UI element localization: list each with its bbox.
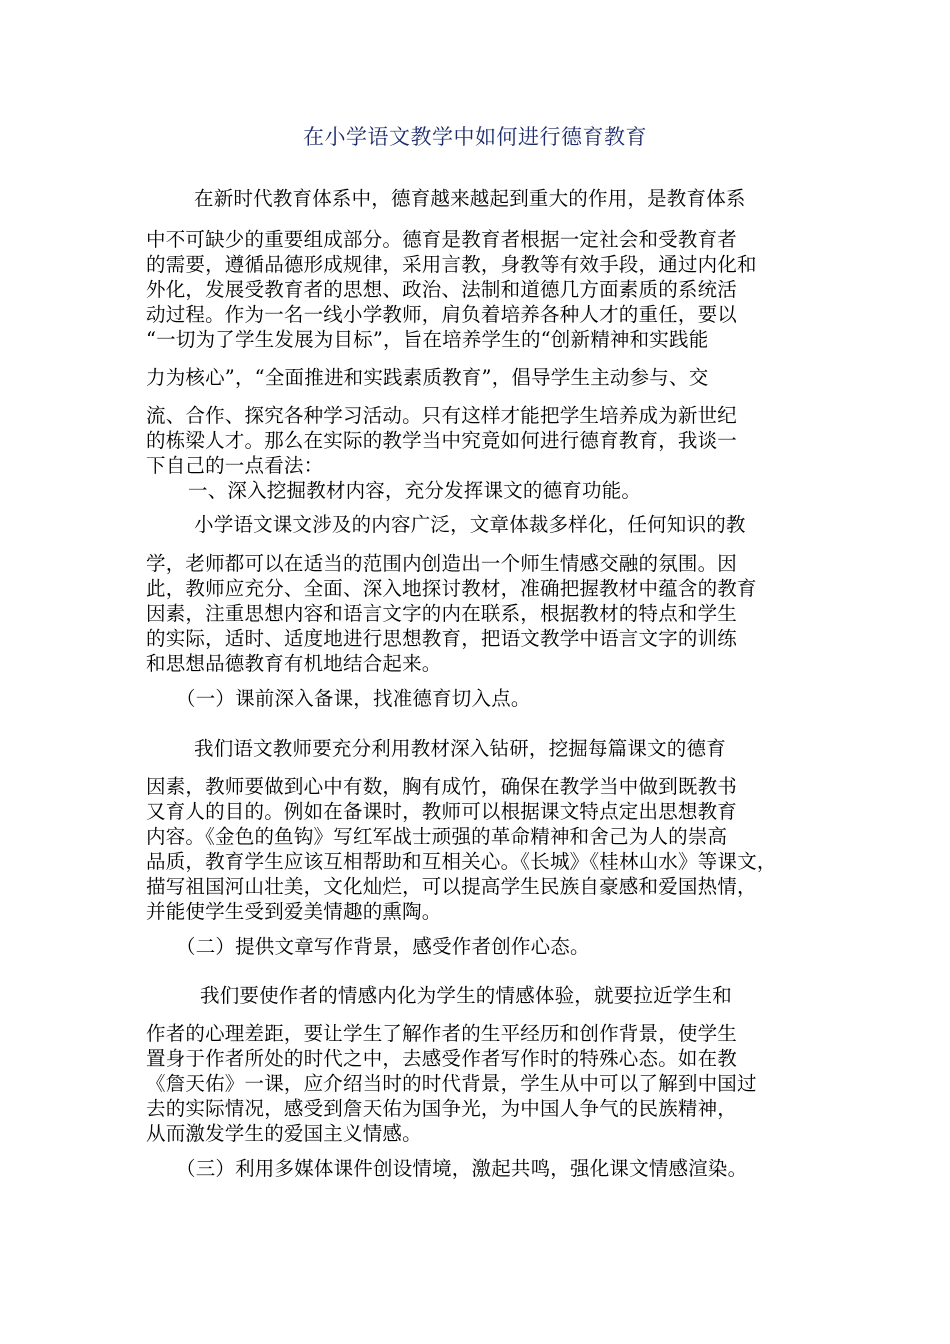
paragraph-line: 的需要，遵循品德形成规律，采用言教，身教等有效手段，通过内化和	[146, 253, 757, 276]
paragraph-line: 在新时代教育体系中，德育越来越起到重大的作用，是教育体系	[194, 187, 746, 210]
paragraph-line: 因素，教师要做到心中有数，胸有成竹，确保在教学当中做到既教书	[146, 775, 738, 798]
section-heading: 一、深入挖掘教材内容，充分发挥课文的德育功能。	[188, 479, 642, 502]
subsection-heading: （二）提供文章写作背景，感受作者创作心态。	[176, 935, 590, 958]
paragraph-line: 因素，注重思想内容和语言文字的内在联系，根据教材的特点和学生	[146, 602, 738, 625]
paragraph-line: 中不可缺少的重要组成部分。德育是教育者根据一定社会和受教育者	[146, 228, 738, 251]
paragraph-line: 学，老师都可以在适当的范围内创造出一个师生情感交融的氛围。因	[146, 552, 738, 575]
paragraph-line: 描写祖国河山壮美，文化灿烂，可以提高学生民族自豪感和爱国热情，	[146, 875, 757, 898]
subsection-heading: （一）课前深入备课，找准德育切入点。	[176, 687, 531, 710]
paragraph-line: 的实际，适时、适度地进行思想教育，把语文教学中语言文字的训练	[146, 627, 738, 650]
paragraph-line: “一切为了学生发展为目标”，旨在培养学生的“创新精神和实践能	[146, 328, 709, 351]
paragraph-line: 又育人的目的。例如在备课时，教师可以根据课文特点定出思想教育	[146, 800, 738, 823]
paragraph-line: 我们语文教师要充分利用教材深入钻研，挖掘每篇课文的德育	[194, 737, 726, 760]
paragraph-line: 流、合作、探究各种学习活动。只有这样才能把学生培养成为新世纪	[146, 404, 738, 427]
paragraph-line: 去的实际情况，感受到詹天佑为国争光，为中国人争气的民族精神，	[146, 1097, 738, 1120]
paragraph-line: 动过程。作为一名一线小学教师，肩负着培养各种人才的重任，要以	[146, 303, 738, 326]
paragraph-line: 小学语文课文涉及的内容广泛，文章体裁多样化，任何知识的教	[194, 513, 746, 536]
paragraph-line: 此，教师应充分、全面、深入地探讨教材，准确把握教材中蕴含的教育	[146, 577, 757, 600]
paragraph-line: 力为核心”，“全面推进和实践素质教育”，倡导学生主动参与、交	[146, 366, 709, 389]
paragraph-line: 并能使学生受到爱美情趣的熏陶。	[146, 900, 442, 923]
paragraph-line: 外化，发展受教育者的思想、政治、法制和道德几方面素质的系统活	[146, 278, 738, 301]
paragraph-line: 的栋梁人才。那么在实际的教学当中究竟如何进行德育教育，我谈一	[146, 429, 738, 452]
subsection-heading: （三）利用多媒体课件创设情境，激起共鸣，强化课文情感渲染。	[176, 1157, 748, 1180]
paragraph-line: 作者的心理差距，要让学生了解作者的生平经历和创作背景，使学生	[146, 1022, 738, 1045]
paragraph-line: 和思想品德教育有机地结合起来。	[146, 652, 442, 675]
paragraph-line: 我们要使作者的情感内化为学生的情感体验，就要拉近学生和	[200, 984, 732, 1007]
paragraph-line: 置身于作者所处的时代之中，去感受作者写作时的特殊心态。如在教	[146, 1047, 738, 1070]
paragraph-line: 从而激发学生的爱国主义情感。	[146, 1122, 422, 1145]
paragraph-line: 内容。《金色的鱼钩》写红军战士顽强的革命精神和舍己为人的崇高	[146, 825, 728, 848]
paragraph-line: 品质，教育学生应该互相帮助和互相关心。《长城》《桂林山水》等课文，	[146, 850, 777, 873]
document-title: 在小学语文教学中如何进行德育教育	[303, 125, 647, 149]
paragraph-line: 《詹天佑》一课，应介绍当时的时代背景，学生从中可以了解到中国过	[146, 1072, 757, 1095]
paragraph-line: 下自己的一点看法：	[146, 454, 324, 477]
